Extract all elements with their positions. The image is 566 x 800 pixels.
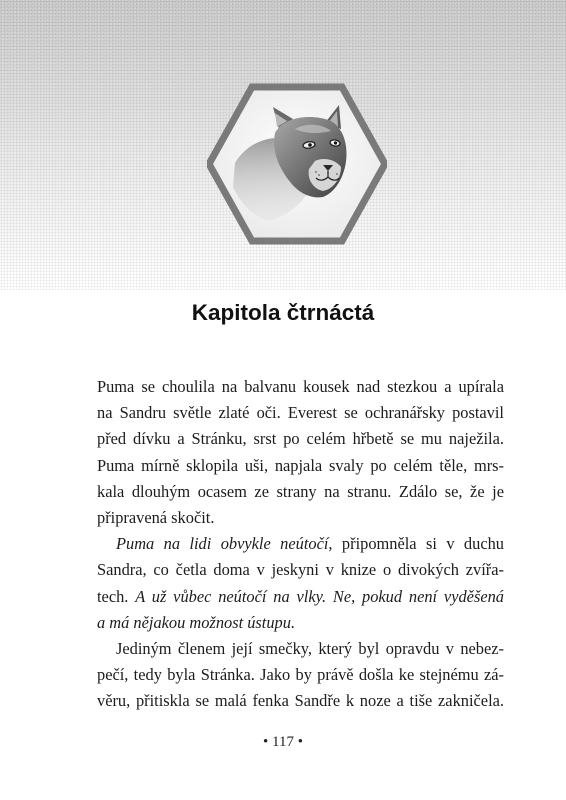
chapter-title: Kapitola čtrnáctá [191,300,375,325]
text-line: Jediným členem její smečky, který byl opravdu v nebez- [116,639,504,659]
paragraph [97,374,504,531]
text-line: Sandra, co četla doma v jeskyni v knize o divokých zvířa- [97,560,504,580]
paragraph [97,531,504,636]
text-line: kala dlouhým ocasem ze strany na stranu. Zdálo se, že je [97,481,504,501]
text-line: Puma na lidi obvykle neútočí, připomněla si v duchu [116,534,504,554]
emblem [207,83,387,245]
text-line: pečí, tedy byla Stránka. Jako by právě došla ke stejnému zá- [97,665,504,685]
text-line: a má nějakou možnost ústupu. [97,612,296,632]
text-line: před dívku a Stránku, srst po celém hřbetě se mu naježila. [97,429,504,449]
text-line: na Sandru světle zlaté oči. Everest se ochranářsky postavil [97,403,504,423]
text-line: věru, přitiskla se malá fenka Sandře k noze a tiše zakničela. [97,691,504,711]
page-number: • 117 • [263,734,303,750]
text-line: připravená skočit. [97,508,215,528]
text-line: Puma se choulila na balvanu kousek nad stezkou a upírala [97,377,504,396]
text-line: tech. A už vůbec neútočí na vlky. Ne, pokud není vyděšená [97,586,504,606]
chapter-body-text [97,374,504,715]
text-line: Puma mírně sklopila uši, napjala svaly po celém těle, mrs- [97,455,504,475]
paragraph [97,636,504,715]
